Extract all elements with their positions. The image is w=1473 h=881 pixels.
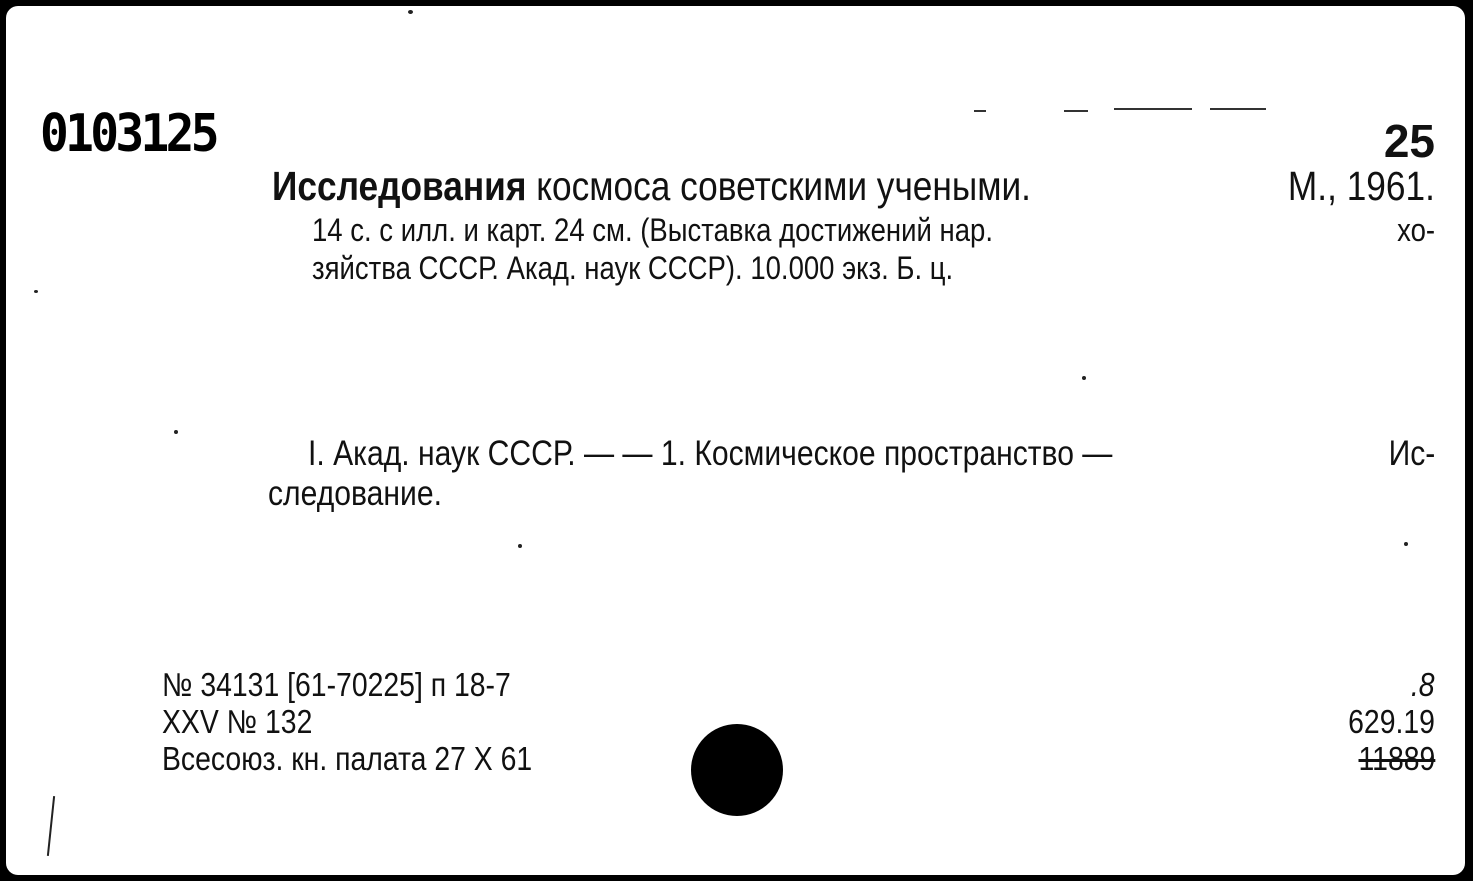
description-line-2: зяйства СССР. Акад. наук СССР). 10.000 экз. Б. ц. [312, 250, 954, 286]
title-line [272, 163, 1031, 209]
subject-line-2: следование. [268, 474, 442, 513]
print-artifact [1114, 108, 1192, 110]
footer-line-1: № 34131 [61-70225] п 18-7 [162, 666, 511, 703]
place-year: М., 1961. [1287, 163, 1435, 209]
class-code-2: 629.19 [1348, 703, 1435, 740]
speck [1404, 542, 1408, 546]
speck [174, 430, 178, 434]
class-code-3: 11889 [1358, 740, 1435, 777]
catalog-card [6, 6, 1465, 875]
speck [34, 290, 38, 293]
scratch-mark [47, 796, 55, 856]
card-number: 25 [1383, 115, 1435, 167]
footer-line-3: Всесоюз. кн. палата 27 X 61 [162, 740, 533, 777]
subject-line-1-end: Ис- [1388, 434, 1435, 473]
speck [1082, 376, 1086, 380]
print-artifact [1064, 110, 1088, 112]
print-artifact [974, 110, 986, 112]
speck [518, 544, 522, 548]
footer-line-2: XXV № 132 [162, 703, 313, 740]
subject-line-1: I. Акад. наук СССР. — — 1. Космическое пространство — [308, 434, 1113, 473]
title-bold: Исследования [272, 163, 527, 209]
print-artifact [1210, 108, 1266, 110]
class-code-1: .8 [1411, 666, 1435, 703]
stamp-number: 0103125 [40, 104, 216, 164]
punch-hole [691, 724, 783, 816]
title-rest: космоса советскими учеными. [536, 163, 1031, 209]
speck [408, 10, 413, 14]
description-line-1: 14 с. с илл. и карт. 24 см. (Выставка достижений нар. [312, 212, 993, 248]
description-line-1-end: хо- [1397, 212, 1435, 248]
